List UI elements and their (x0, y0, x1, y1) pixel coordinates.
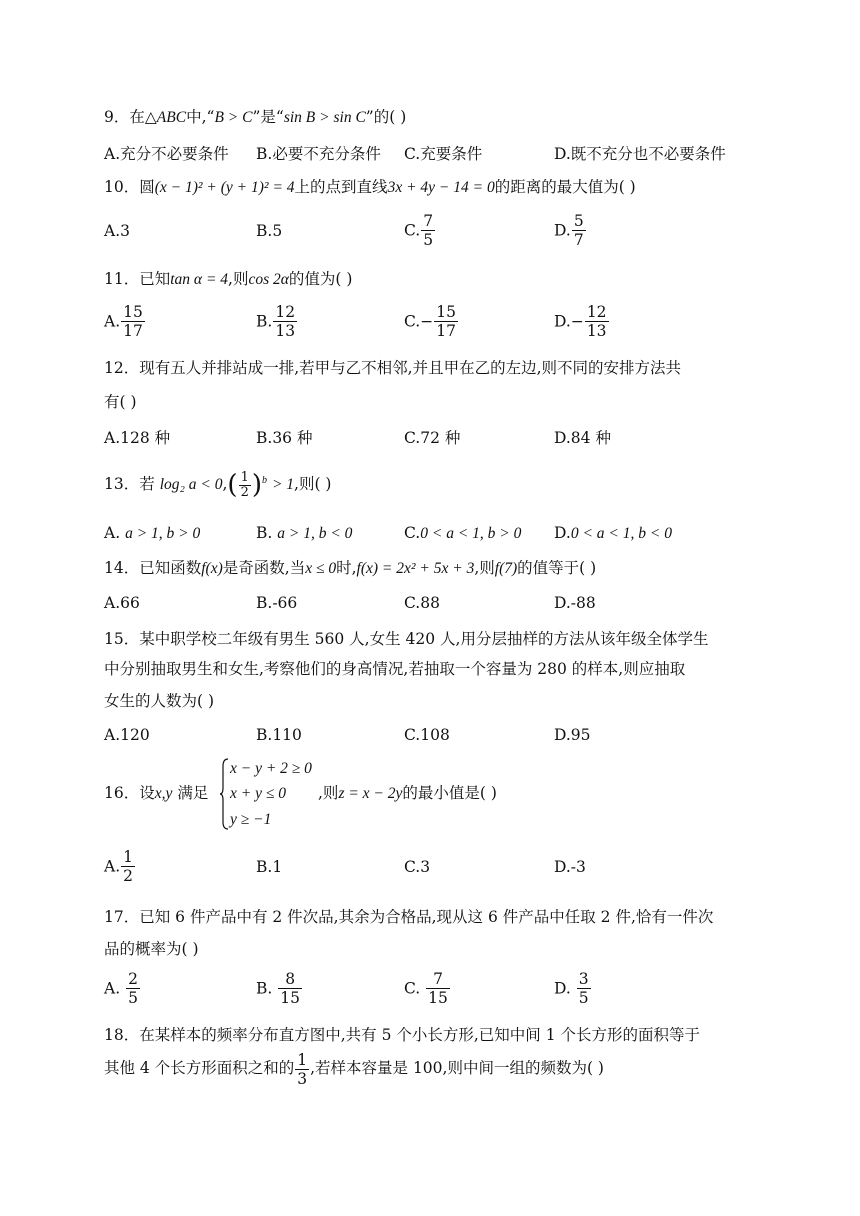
option-d: D.0 < a < 1, b < 0 (554, 524, 672, 542)
option-b: B.必要不充分条件 (256, 145, 381, 163)
option-d: D. $\frac{5}{7}$ (554, 212, 584, 249)
brace-icon (219, 758, 229, 830)
option-d: D.95 (554, 726, 591, 744)
option-b: B.1 (256, 858, 283, 876)
option-c: C.0 < a < 1, b > 0 (404, 524, 522, 542)
option-b: B. $\frac{8}{15}$ (256, 970, 300, 1007)
question-15-line2: 中分别抽取男生和女生,考察他们的身高情况,若抽取一个容量为 280 的样本,则应抽取 (104, 660, 686, 678)
question-9: 9．在△ABC中,“B > C”是“sin B > sin C”的( ) (104, 108, 407, 126)
option-a: A. $\frac{15}{17}$ (104, 303, 143, 340)
option-a: A.66 (104, 594, 140, 612)
option-c: C.108 (404, 726, 450, 744)
constraint-2: x + y ≤ 0 (230, 785, 286, 802)
option-c: C.3 (404, 858, 431, 876)
question-10: 10．圆(x − 1)² + (y + 1)² = 4上的点到直线3x + 4y − 14 = 0的距离的最大值为( ) (104, 178, 636, 196)
question-16-tail: ,则z = x − 2y的最小值是( ) (318, 784, 497, 802)
option-c: C.88 (404, 594, 440, 612)
option-c: C. $\frac{7}{15}$ (404, 970, 448, 1007)
option-a: A.充分不必要条件 (104, 145, 229, 163)
option-a: A.120 (104, 726, 150, 744)
option-a: A.128 种 (104, 429, 171, 447)
question-17-line2: 品的概率为( ) (104, 940, 199, 958)
question-13: 13．若 log₂ a < 0,( $\frac{1}{2}$ )$^b$ > 1,则( ) (104, 469, 332, 501)
constraint-1: x − y + 2 ≥ 0 (230, 760, 312, 777)
option-d: D. $\frac{3}{5}$ (554, 970, 589, 1007)
question-15: 15．某中职学校二年级有男生 560 人,女生 420 人,用分层抽样的方法从该年级全体学生 (104, 630, 709, 648)
question-number: 9． (104, 108, 130, 126)
option-d: D.− $\frac{12}{13}$ (554, 303, 607, 340)
option-a: A. $\frac{2}{5}$ (104, 970, 138, 1007)
question-14: 14．已知函数f(x)是奇函数,当x ≤ 0时,f(x) = 2x² + 5x + 3,则f(7)的值等于( ) (104, 559, 597, 577)
option-a: A. $\frac{1}{2}$ (104, 848, 133, 885)
math-triangle: △ABC (144, 109, 187, 126)
option-d: D.既不充分也不必要条件 (554, 145, 726, 163)
option-b: B.5 (256, 222, 283, 240)
option-b: B. a > 1, b < 0 (256, 524, 353, 542)
question-17: 17．已知 6 件产品中有 2 件次品,其余为合格品,现从这 6 件产品中任取 2 件,恰有一件次 (104, 908, 714, 926)
constraint-3: y ≥ −1 (230, 811, 272, 828)
option-a: A.3 (104, 222, 130, 240)
option-c: C.− $\frac{15}{17}$ (404, 303, 456, 340)
option-b: B.36 种 (256, 429, 313, 447)
option-b: B. $\frac{12}{13}$ (256, 303, 296, 340)
option-b: B.110 (256, 726, 302, 744)
option-c: C.72 种 (404, 429, 461, 447)
question-18-line2: 其他 4 个长方形面积之和的 $\frac{1}{3}$ ,若样本容量是 100,则中间一组的频数为( ) (104, 1050, 604, 1088)
option-c: C.充要条件 (404, 145, 483, 163)
option-b: B.-66 (256, 594, 298, 612)
option-d: D.84 种 (554, 429, 611, 447)
option-d: D.-88 (554, 594, 596, 612)
option-d: D.-3 (554, 858, 586, 876)
question-12: 12．现有五人并排站成一排,若甲与乙不相邻,并且甲在乙的左边,则不同的安排方法共 (104, 359, 682, 377)
question-12-line2: 有( ) (104, 393, 137, 411)
question-18: 18．在某样本的频率分布直方图中,共有 5 个小长方形,已知中间 1 个长方形的面积等于 (104, 1026, 701, 1044)
option-a: A. a > 1, b > 0 (104, 524, 201, 542)
option-c: C. $\frac{7}{5}$ (404, 212, 434, 249)
question-15-line3: 女生的人数为( ) (104, 692, 215, 710)
question-11: 11．已知tan α = 4,则cos 2α的值为( ) (104, 270, 353, 288)
question-16: 16．设x,y 满足 (104, 784, 209, 802)
